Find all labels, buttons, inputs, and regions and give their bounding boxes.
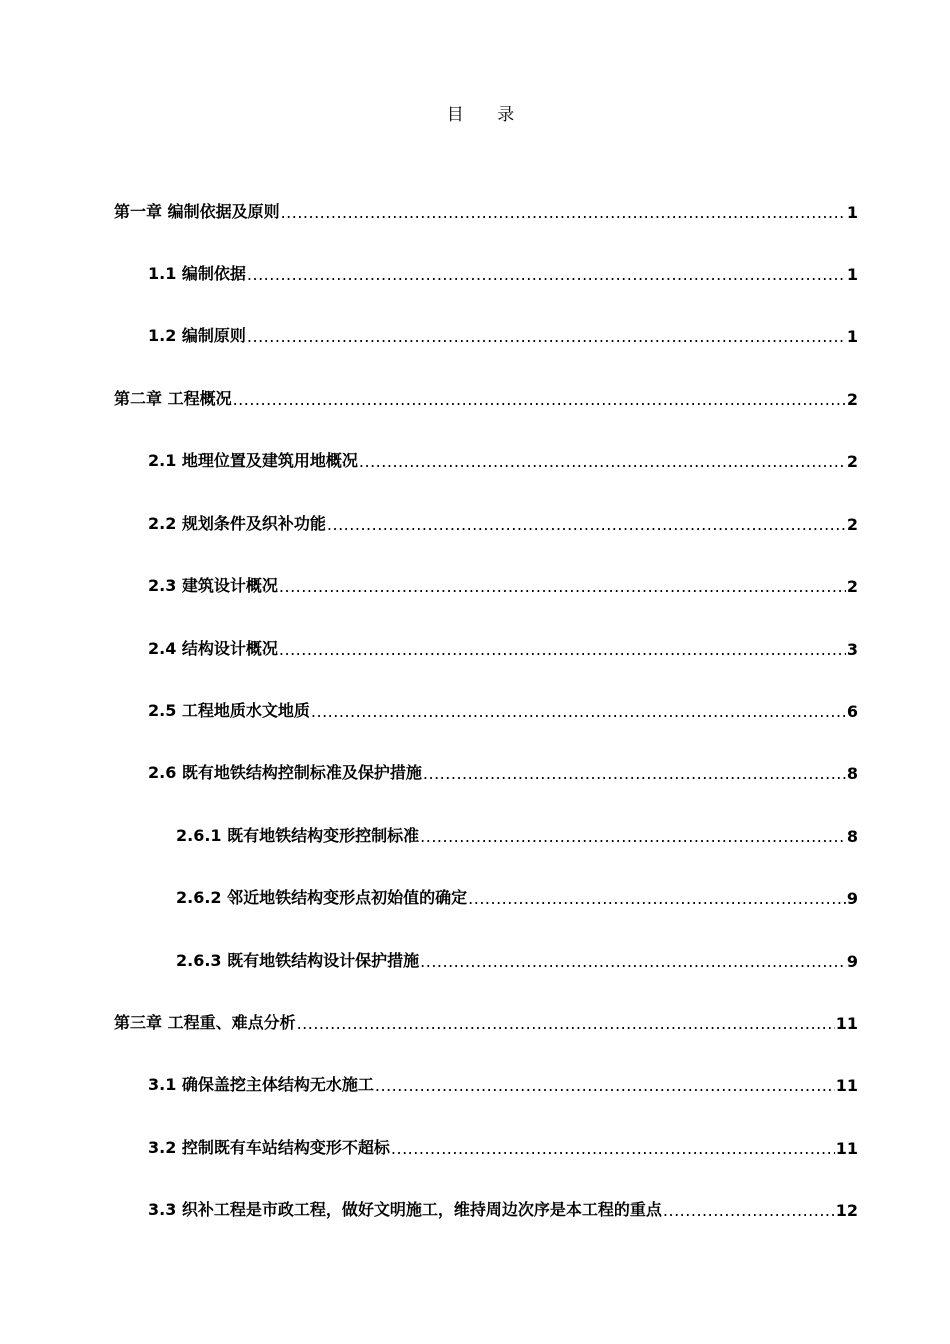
toc-entry-2-5[interactable] — [148, 697, 858, 721]
toc-entry-1-2[interactable] — [148, 322, 858, 346]
toc-entry-2-4[interactable] — [148, 635, 858, 659]
dot-leader — [297, 1014, 835, 1033]
toc-entry-text: 2.6.3 既有地铁结构设计保护措施 — [176, 951, 420, 970]
toc-page-number: 3 — [846, 640, 858, 659]
toc-page-number: 2 — [846, 515, 858, 534]
toc-entry-text: 第二章 工程概况 — [114, 389, 232, 408]
toc-entry-text: 2.6 既有地铁结构控制标准及保护措施 — [148, 763, 422, 782]
toc-page-number: 2 — [846, 577, 858, 596]
toc-page-number: 6 — [846, 702, 858, 721]
dot-leader — [423, 764, 846, 783]
dot-leader — [391, 1139, 835, 1158]
dot-leader — [279, 640, 846, 659]
dot-leader — [420, 827, 846, 846]
toc-entry-text: 1.2 编制原则 — [148, 326, 246, 345]
dot-leader — [327, 515, 846, 534]
toc-entry-2-6-1[interactable] — [176, 822, 858, 846]
toc-entry-chapter-1[interactable] — [114, 198, 858, 222]
toc-page-number: 11 — [835, 1014, 858, 1033]
toc-entry-3-2[interactable] — [148, 1134, 858, 1158]
dot-leader — [468, 889, 846, 908]
toc-entry-text: 2.4 结构设计概况 — [148, 639, 278, 658]
toc-entry-chapter-2[interactable] — [114, 385, 858, 409]
toc-entry-3-3[interactable] — [148, 1196, 858, 1220]
toc-entry-text: 第一章 编制依据及原则 — [114, 202, 280, 221]
toc-entry-text: 2.6.1 既有地铁结构变形控制标准 — [176, 826, 420, 845]
toc-page-number: 11 — [835, 1076, 858, 1095]
toc-entry-text: 第三章 工程重、难点分析 — [114, 1013, 296, 1032]
dot-leader — [247, 327, 846, 346]
toc-entry-text: 2.5 工程地质水文地质 — [148, 701, 310, 720]
toc-entry-text: 3.2 控制既有车站结构变形不超标 — [148, 1138, 390, 1157]
toc-entry-2-6[interactable] — [148, 759, 858, 783]
toc-entry-2-3[interactable] — [148, 572, 858, 596]
toc-entry-2-6-3[interactable] — [176, 947, 858, 971]
dot-leader — [281, 203, 846, 222]
toc-entry-2-2[interactable] — [148, 510, 858, 534]
toc-page-number: 2 — [846, 390, 858, 409]
toc-page-number: 9 — [846, 889, 858, 908]
toc-page-number: 1 — [846, 265, 858, 284]
toc-entry-3-1[interactable] — [148, 1071, 858, 1095]
dot-leader — [663, 1201, 835, 1220]
toc-entry-text: 1.1 编制依据 — [148, 264, 246, 283]
toc-page-number: 2 — [846, 452, 858, 471]
toc-entry-text: 2.2 规划条件及织补功能 — [148, 514, 326, 533]
dot-leader — [233, 390, 846, 409]
toc-page-number: 8 — [846, 764, 858, 783]
toc-entry-text: 2.1 地理位置及建筑用地概况 — [148, 451, 358, 470]
toc-page-number: 1 — [846, 203, 858, 222]
dot-leader — [375, 1076, 835, 1095]
dot-leader — [279, 577, 846, 596]
toc-entry-text: 2.3 建筑设计概况 — [148, 576, 278, 595]
toc-entry-1-1[interactable] — [148, 260, 858, 284]
toc-page-number: 11 — [835, 1139, 858, 1158]
dot-leader — [359, 452, 846, 471]
dot-leader — [420, 952, 846, 971]
toc-entry-text: 3.1 确保盖挖主体结构无水施工 — [148, 1075, 374, 1094]
toc-page-number: 9 — [846, 952, 858, 971]
dot-leader — [311, 702, 846, 721]
toc-page-number: 8 — [846, 827, 858, 846]
toc-entry-2-6-2[interactable] — [176, 884, 858, 908]
toc-entry-text: 2.6.2 邻近地铁结构变形点初始值的确定 — [176, 888, 468, 907]
toc-page-number: 1 — [846, 327, 858, 346]
toc-entry-chapter-3[interactable] — [114, 1009, 858, 1033]
dot-leader — [247, 265, 846, 284]
toc-title: 目 录 — [446, 105, 529, 125]
toc-entry-2-1[interactable] — [148, 447, 858, 471]
toc-page-number: 12 — [835, 1201, 858, 1220]
toc-entry-text: 3.3 织补工程是市政工程，做好文明施工，维持周边次序是本工程的重点 — [148, 1200, 662, 1219]
